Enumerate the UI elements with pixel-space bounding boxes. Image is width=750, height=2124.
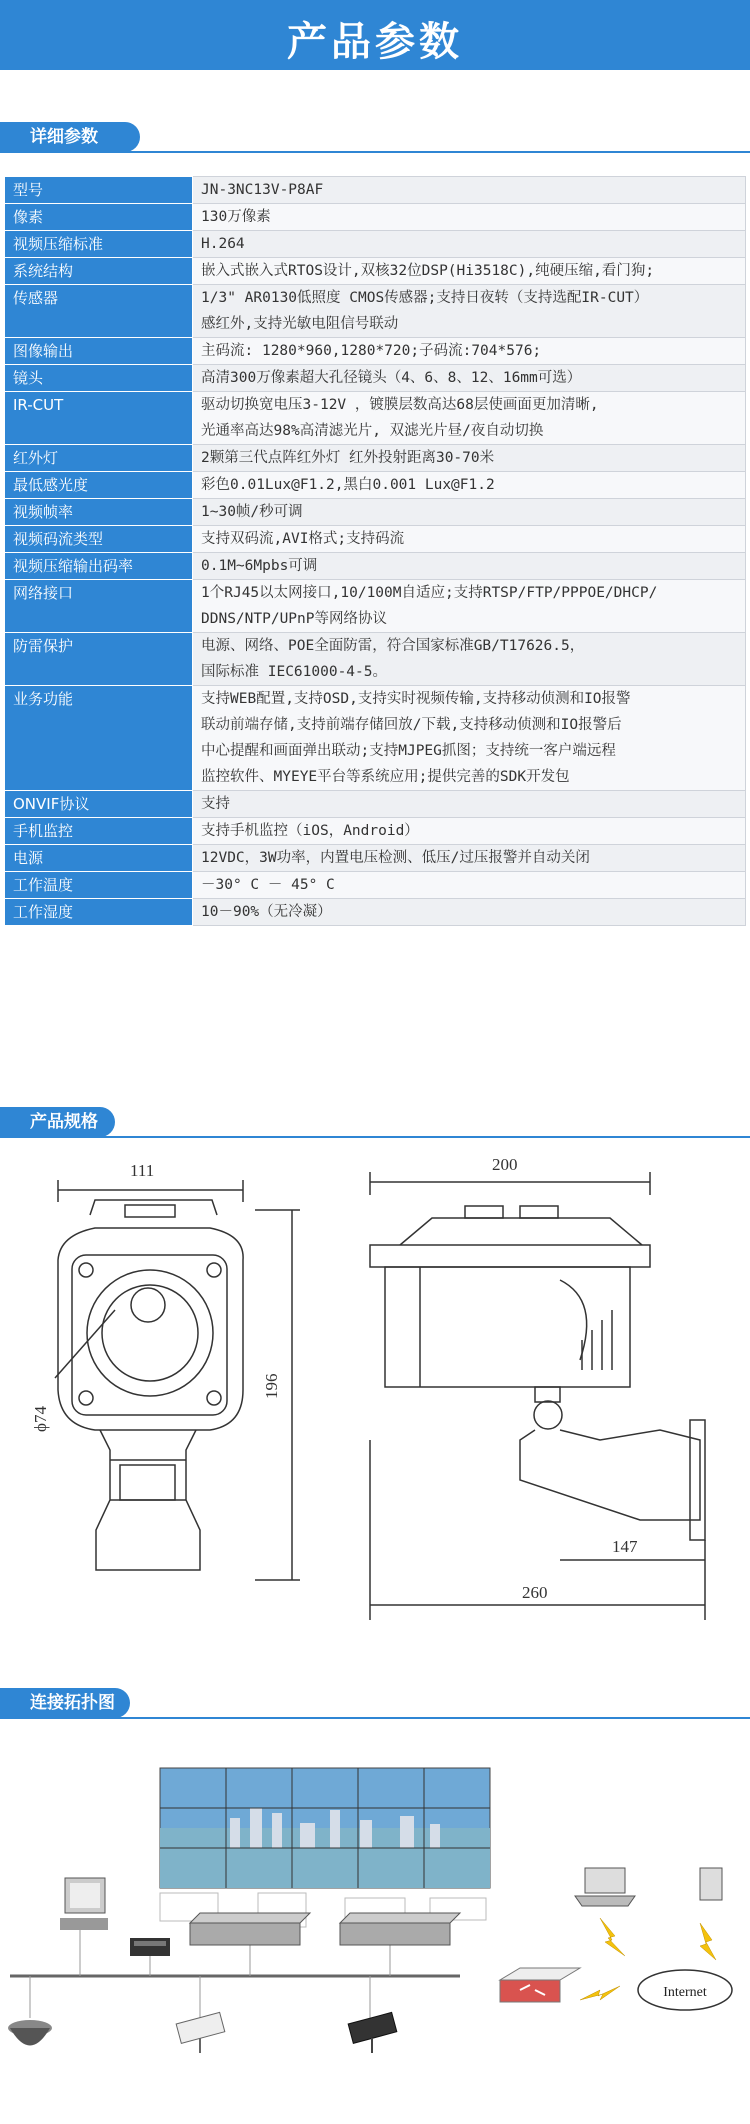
spec-label: 视频压缩标准 xyxy=(5,231,193,258)
spec-row xyxy=(5,553,746,580)
section-title-details: 详细参数 xyxy=(0,122,140,152)
spec-value-line: 高清300万像素超大孔径镜头（4、6、8、12、16mm可选） xyxy=(201,370,582,386)
dim-lens-diameter: ϕ74 xyxy=(31,1406,50,1432)
nvr-icon xyxy=(190,1913,310,1945)
spec-value xyxy=(193,818,746,845)
spec-label: 防雷保护 xyxy=(5,633,193,686)
section-title-topology: 连接拓扑图 xyxy=(0,1688,130,1718)
bullet-camera-icon xyxy=(348,2012,397,2053)
dim-length: 200 xyxy=(492,1155,518,1174)
spec-label: 电源 xyxy=(5,845,193,872)
dim-front-width: 111 xyxy=(130,1161,155,1180)
spec-value-line: 光通率高达98%高清滤光片, 双滤光片昼/夜自动切换 xyxy=(201,423,544,439)
spec-value xyxy=(193,686,746,791)
spec-label: 业务功能 xyxy=(5,686,193,791)
spec-label: IR-CUT xyxy=(5,392,193,445)
spec-row xyxy=(5,633,746,686)
spec-value xyxy=(193,472,746,499)
spec-row xyxy=(5,499,746,526)
spec-value xyxy=(193,845,746,872)
phone-icon xyxy=(700,1868,722,1900)
video-wall xyxy=(160,1768,490,1888)
spec-value xyxy=(193,177,746,204)
spec-value xyxy=(193,553,746,580)
spec-value xyxy=(193,580,746,633)
spec-value-line: 0.1M~6Mpbs可调 xyxy=(201,558,318,574)
spec-value xyxy=(193,285,746,338)
dim-height: 196 xyxy=(262,1373,281,1399)
spec-row xyxy=(5,445,746,472)
page-banner xyxy=(0,0,750,70)
spec-value-line: H.264 xyxy=(201,236,245,252)
spec-row xyxy=(5,845,746,872)
spec-label: 系统结构 xyxy=(5,258,193,285)
spec-row xyxy=(5,472,746,499)
spec-value-line: 彩色0.01Lux@F1.2,黑白0.001 Lux@F1.2 xyxy=(201,477,495,493)
spec-row xyxy=(5,258,746,285)
spec-value-line: 12VDC，3W功率，内置电压检测、低压/过压报警并自动关闭 xyxy=(201,850,590,866)
topology-diagram xyxy=(0,1728,750,2124)
spec-value-line: JN-3NC13V-P8AF xyxy=(201,182,324,198)
spec-value xyxy=(193,258,746,285)
spec-label: 视频压缩输出码率 xyxy=(5,553,193,580)
spec-label: 工作温度 xyxy=(5,872,193,899)
pc-icon xyxy=(60,1878,108,1930)
spec-value xyxy=(193,338,746,365)
spec-label: 手机监控 xyxy=(5,818,193,845)
spec-label: 像素 xyxy=(5,204,193,231)
section-divider xyxy=(0,1136,750,1138)
spec-value xyxy=(193,392,746,445)
keyboard-icon xyxy=(130,1938,170,1956)
spec-value xyxy=(193,231,746,258)
spec-value xyxy=(193,445,746,472)
spec-value-line: －30° C － 45° C xyxy=(201,877,335,893)
section-tab-topology xyxy=(0,1688,750,1718)
spec-value-line: 驱动切换宽电压3-12V ，镀膜层数高达68层使画面更加清晰, xyxy=(201,397,599,413)
spec-value-line: 电源、网络、POE全面防雷，符合国家标准GB/T17626.5， xyxy=(201,638,585,654)
spec-value-line: 支持WEB配置,支持OSD,支持实时视频传输,支持移动侦测和IO报警 xyxy=(201,691,631,707)
section-tab-spec xyxy=(0,1107,750,1137)
camera-dimension-drawing xyxy=(0,1140,750,1660)
dim-bracket: 147 xyxy=(612,1537,638,1556)
spec-value-line: 1个RJ45以太网接口,10/100M自适应;支持RTSP/FTP/PPPOE/DHCP/ xyxy=(201,585,658,601)
internet-cloud xyxy=(638,1970,732,2010)
spec-label: 视频码流类型 xyxy=(5,526,193,553)
switch-icon xyxy=(500,1968,580,2002)
spec-row xyxy=(5,365,746,392)
spec-row xyxy=(5,686,746,791)
spec-value xyxy=(193,365,746,392)
spec-value-line: 感红外,支持光敏电阻信号联动 xyxy=(201,316,399,332)
spec-row xyxy=(5,177,746,204)
spec-value-line: 嵌入式嵌入式RTOS设计,双核32位DSP(Hi3518C),纯硬压缩,看门狗; xyxy=(201,263,655,279)
spec-value xyxy=(193,872,746,899)
spec-value-line: 联动前端存储,支持前端存储回放/下载,支持移动侦测和IO报警后 xyxy=(201,717,622,733)
spec-value-line: 1/3" AR0130低照度 CMOS传感器;支持日夜转（支持选配IR-CUT） xyxy=(201,290,649,306)
spec-row xyxy=(5,526,746,553)
spec-value-line: 支持双码流,AVI格式;支持码流 xyxy=(201,531,405,547)
bullet-camera-icon xyxy=(176,2012,225,2053)
spec-label: 传感器 xyxy=(5,285,193,338)
section-title-spec: 产品规格 xyxy=(0,1107,115,1137)
section-divider xyxy=(0,151,750,153)
spec-value xyxy=(193,899,746,926)
spec-row xyxy=(5,580,746,633)
spec-row xyxy=(5,231,746,258)
spec-value xyxy=(193,204,746,231)
page-title: 产品参数 xyxy=(287,19,463,65)
spec-value-line: 监控软件、MYEYE平台等系统应用;提供完善的SDK开发包 xyxy=(201,769,570,785)
spec-value xyxy=(193,526,746,553)
spec-label: 型号 xyxy=(5,177,193,204)
spec-value-line: 2颗第三代点阵红外灯 红外投射距离30-70米 xyxy=(201,450,495,466)
dim-total-length: 260 xyxy=(522,1583,548,1602)
spec-row xyxy=(5,899,746,926)
spec-value-line: 主码流: 1280*960,1280*720;子码流:704*576; xyxy=(201,343,542,359)
section-tab-details xyxy=(0,122,750,152)
spec-row xyxy=(5,338,746,365)
dome-camera-icon xyxy=(8,2020,52,2046)
server-icon xyxy=(340,1913,460,1945)
spec-row xyxy=(5,872,746,899)
internet-label: Internet xyxy=(663,1985,707,2000)
spec-value xyxy=(193,499,746,526)
spec-label: ONVIF协议 xyxy=(5,791,193,818)
spec-value xyxy=(193,791,746,818)
spec-table xyxy=(4,176,746,926)
spec-label: 工作湿度 xyxy=(5,899,193,926)
laptop-icon xyxy=(575,1868,635,1906)
spec-label: 红外灯 xyxy=(5,445,193,472)
spec-value-line: 国际标准 IEC61000-4-5。 xyxy=(201,664,387,680)
spec-label: 镜头 xyxy=(5,365,193,392)
spec-label: 网络接口 xyxy=(5,580,193,633)
spec-row xyxy=(5,392,746,445)
spec-label: 最低感光度 xyxy=(5,472,193,499)
spec-value-line: 1~30帧/秒可调 xyxy=(201,504,303,520)
spec-value-line: DDNS/NTP/UPnP等网络协议 xyxy=(201,611,387,627)
spec-value-line: 支持手机监控（iOS，Android） xyxy=(201,823,419,839)
spec-value-line: 10－90%（无冷凝） xyxy=(201,904,332,920)
spec-row xyxy=(5,791,746,818)
section-divider xyxy=(0,1717,750,1719)
spec-row xyxy=(5,285,746,338)
spec-label: 视频帧率 xyxy=(5,499,193,526)
spec-value-line: 130万像素 xyxy=(201,209,271,225)
spec-label: 图像输出 xyxy=(5,338,193,365)
spec-value-line: 支持 xyxy=(201,796,230,812)
spec-value-line: 中心提醒和画面弹出联动;支持MJPEG抓图；支持统一客户端远程 xyxy=(201,743,616,759)
spec-row xyxy=(5,204,746,231)
spec-row xyxy=(5,818,746,845)
spec-value xyxy=(193,633,746,686)
